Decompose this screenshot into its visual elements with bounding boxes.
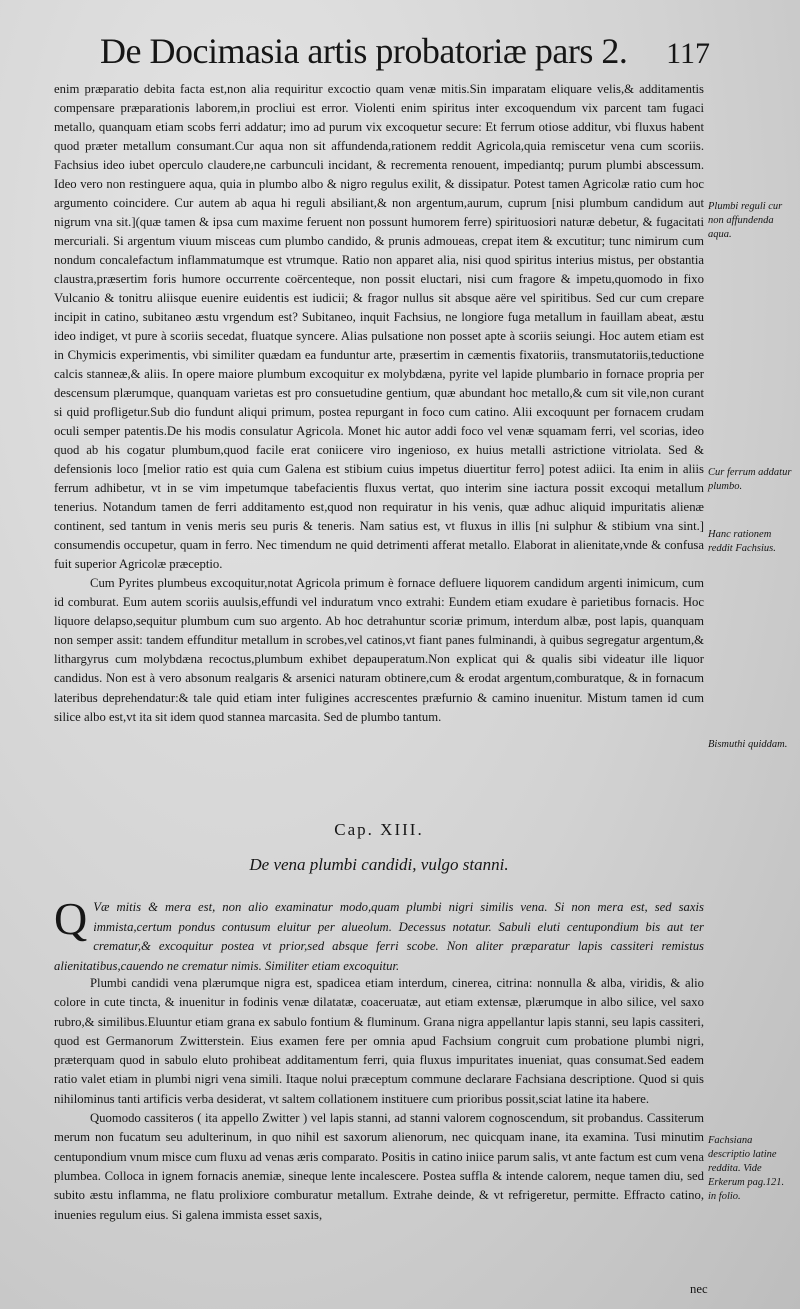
chapter-summary xyxy=(54,893,704,976)
margin-note: Plumbi reguli cur non affundenda aqua. xyxy=(708,201,783,240)
margin-note: Cur ferrum addatur plumbo. xyxy=(708,467,792,492)
chapter-subheading: De vena plumbi candidi, vulgo stanni. xyxy=(249,855,509,874)
paragraph: Plumbi candidi vena plærumque nigra est, spadicea etiam interdum, cinerea, citrina: nonnulla & alba, viridis, & alio colore in cute tincta, & inuenitur in fodinis venæ dilatatæ, coaceruatæ, aut etiam extensæ, plærumque in albo silice, vel saxo rubro,& similibus.Eluuntur etiam grana ex sabulo fontium & fluminum. Grana nigra appellantur lapis stanni, seu lapis cassiteri, quod est Germanorum Zwitterstein. Eius examen fere per omnia apud Fachsium congruit cum probatione plumbi nigri, præterquam quod in sabulo eluto prohibeat additamentum ferri, quia fluxus impuritates inueniat, quas consumat.Sed eadem ratio valet etiam in plumbi nigri vena simili. Itaque nolui præceptum commune declarare Fachsiana descriptione. Quod si quis nihilominus tanti artificis verba desiderat, vt saltem collationem instituere cum prioribus possit,sciat latine ita habere. xyxy=(54,976,704,1106)
page-number: 117 xyxy=(666,37,710,70)
running-title: De Docimasia artis probatoriæ pars 2. xyxy=(100,31,628,71)
margin-note: Bismuthi quiddam. xyxy=(708,739,788,750)
summary-text: Væ mitis & mera est, non alio examinatur modo,quam plumbi nigri similis vena. Si non mera est, sed saxis immista,certum pondus contusum eluitur per alueolum. Decessus notatur. Sabuli eluti centupondium bis aut ter crematur,& excoquitur postea vt prior,sed absque ferri scobe. Non aliter præparatur lapis cassiteri remistus alienitatibus,cauendo ne crematur nimis. Similiter etiam excoquitur. xyxy=(54,900,704,973)
running-header xyxy=(100,30,710,78)
drop-capital: Q xyxy=(54,893,88,944)
chapter-heading: Cap. XIII. xyxy=(334,820,424,839)
chapter-text xyxy=(54,974,704,1225)
main-text xyxy=(54,80,704,727)
margin-note: Fachsiana descriptio latine reddita. Vide Erkerum pag.121. in folio. xyxy=(708,1135,785,1202)
margin-note: Hanc rationem reddit Fachsius. xyxy=(708,529,776,554)
catchword: nec xyxy=(690,1282,708,1296)
paragraph: Quomodo cassiteros ( ita appello Zwitter ) vel lapis stanni, ad stanni valorem cognoscendum, sit probandus. Cassiterum merum non fucatum seu adulterinum, in quo nihil est saxorum alienorum, nec quicquam inane, ita examina. Tusi minutim centupondium vnum misce cum fluxu ad venas æris comparato. Positis in catino iniice parum salis, vt ante factum est cum vena plumbea. Colloca in ignem fornacis anemiæ, sineque lente incalescere. Postea suffla & intende calorem, neque tamen diu, sed subito æstu inflamma, ne flatu prolixiore comburatur metallum. Extrahe deinde, & vt refrigeretur, permitte. Effracto catino, inuenies regulum eius. Si galena immista esset saxis, xyxy=(54,1111,704,1222)
paragraph: enim præparatio debita facta est,non alia requiritur excoctio quam venæ mitis.Sin imparatam eliquare velis,& additamentis compensare præparationis laborem,in procliui est error. Violenti enim spiritus inter excoquendum vix parcent tam fugaci metallo, quanquam etiam scobs ferri addatur; imo ad purum vix excoquetur secure: Et ferrum otiose additur, vbi fluxus habent quod præter metallum consumant.Cur aqua non sit affundenda,rationem reddit Agricola,quia remiscetur vena cum scoriis. Fachsius ideo iubet operculo claudere,ne carbunculi incidant, & recrementa renouent, impediantq; purum plumbi abscessum. Ideo vero non restinguere aqua, quia in plumbo albo & nigro regulus exilit, & dissipatur. Potest tamen Agricolæ ratio cum hoc argumento coincidere. Cur autem ab aqua hi reguli absiliant,& non argentum,aurum, cuprum [nisi plumbum candidum aut nigrum vna sit.](quæ tamen & ipsa cum maxime feruent non possunt humorem ferre) spirituosiori naturæ debetur, & fugacitati mercuriali. Si argentum viuum misceas cum plumbo candido, & prunis admoueas, crepat item & excutitur; tunc nimirum cum nondum concalefactum inflammatumque est vtrumque. Ratio non apparet alia, nisi quod spiritus interius mistus, per obstantia claustra,præsertim foris humore occurrente coërcenteque, non possit eluctari, nisi cum fragore & impetu,quomodo in fixo Vulcanio & tonitru aliisque euenire euidentis est iudicii; & fragor nullus sit absque aëre vel spiritibus. Sed cur cum crepare incipit in catino, subitaneo æstu vrgendum est? Subitaneo, inquit Fachsius, ne longiore fuga metallum in fauillam abeat, æstu ideo indiget, vt pure à scoriis secedat, fluatque syncere. Alias pulsatione non posset apte à scoriis seiungi. Hoc autem etiam est in Chymicis experimentis, vbi similiter quædam ea funduntur arte, præsertim in cæmentis fixatoriis, transmutatoriis,teductione calcis stanneæ,& aliis. In opere maiore plumbum excoquitur ex molybdæna, pyrite vel lapide plumbario in fornace propria per descensum plærumque, quanquam varietas est pro consuetudine gentium, quæ abundant hoc metallo,& cum sit vile,non curant si quid profligetur.Sub dio fundunt aliqui primum, postea repurgant in foco cum catino. Alii excoquunt per fornacem crudam oculi semper patentis.De his modis consulatur Agricola. Monet hic autor addi foco vel venæ squamam ferri, vel scorias, ideo quod ab his cogatur plumbum,quod facile erat coniicere viro ingenioso, ex huius metalli astrictione vitriolata. Sed & defensionis loco [melior ratio est quia cum Galena est stibium cuius impetus diuertitur ferro] potest adiici. Ita enim in aliis ferrum adhibetur, vt in se vim impetumque tabefacientis fluxus vertat, quo interim sine iactura possit excoqui metallum tenerius. Notandum tamen de ferri additamento est,quod non requiratur in his venis, quæ adhuc aliquid impuritatis alienæ continent, sed tantum in venis meris seu puris & teneris. Nam satius est, vt fluxus in illis [ni sulphur & stibium vna sint.] consumendis occupetur, quam in ferro. Nec timendum ne quid detrimenti afferat metallo. Elaborat in alienitate,vnde & confusa fuit superior Agricolæ præceptio. xyxy=(54,82,704,572)
paragraph: Cum Pyrites plumbeus excoquitur,notat Agricola primum è fornace defluere liquorem candidum argenti inimicum, cum id comburat. Eum autem scoriis auulsis,effundi vel induratum vnco extrahi: Eundem etiam exudare è parietibus fornacis. Hoc liquore delapso,sequitur plumbum cum suo argento. Ab hoc detrahuntur scoriæ primum, interdum albæ, post lapis, quanquam non semper assit: tandem effunditur metallum in scrobes,vel catinos,vt fiant panes fulminandi, à quibus segregatur argentum,& lithargyrus cum molybdæna recoctus,plumbum exhibet depauperatum.Non explicat qui & qualis sibi videatur ille liquor candidus. Non est à vero absonum realgaris & arsenici naturam obtinere,cum & erodat argentum,comburatque, & in fornacum lateribus deprehendatur:& tale quid etiam inter fuligines accrescentes præfurnio & camino inuenitur. Mistum tamen id cum silice albo est,vt ita sit idem quod stannea marcasita. Sed de plumbo tantum. xyxy=(54,576,704,724)
